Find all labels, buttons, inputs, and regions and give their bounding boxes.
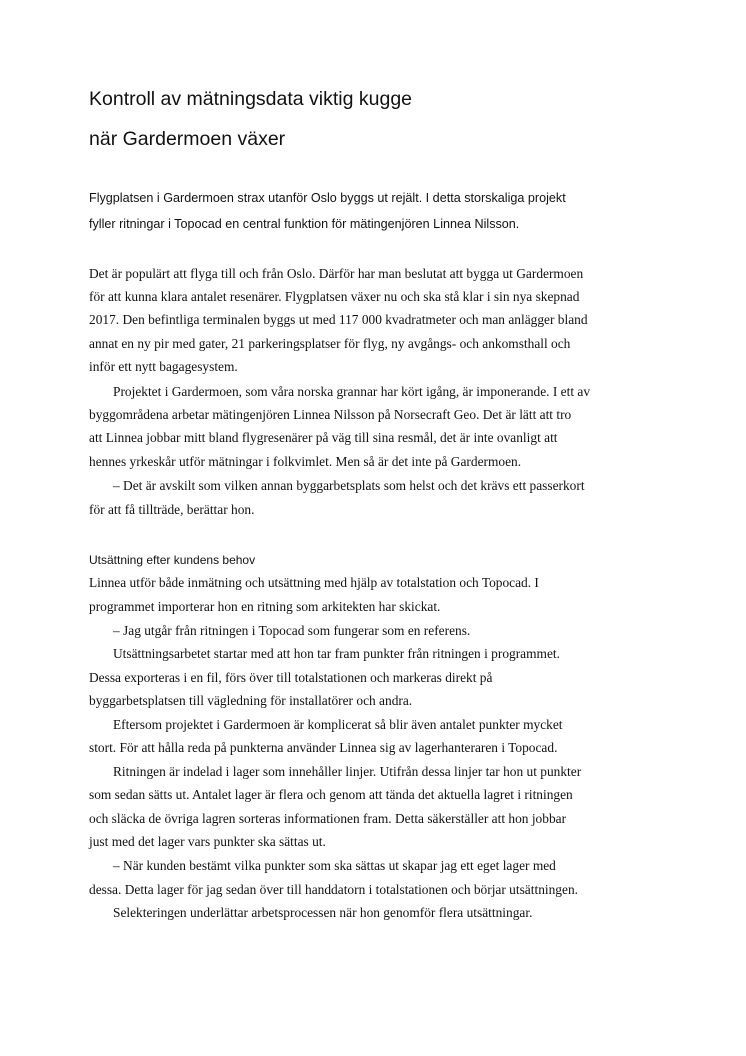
- section-subheading: Utsättning efter kundens behov: [89, 553, 256, 567]
- body-line: Ritningen är indelad i lager som innehåller linjer. Utifrån dessa linjer tar hon ut punkter: [113, 764, 582, 779]
- body-line: – Jag utgår från ritningen i Topocad som fungerar som en referens.: [113, 623, 471, 638]
- article-title-line-2: när Gardermoen växer: [89, 128, 286, 150]
- body-line: Dessa exporteras i en fil, förs över till totalstationen och markeras direkt på: [89, 670, 493, 685]
- body-line: inför ett nytt bagagesystem.: [89, 359, 238, 374]
- body-line: annat en ny pir med gater, 21 parkeringsplatser för flyg, ny avgångs- och ankomsthall och: [89, 336, 571, 351]
- body-line: byggarbetsplatsen till vägledning för installatörer och andra.: [89, 693, 413, 708]
- body-line: och släcka de övriga lagren sorteras informationen fram. Detta säkerställer att hon jobbar: [89, 811, 567, 826]
- body-line: för att få tillträde, berättar hon.: [89, 502, 255, 517]
- body-line: för att kunna klara antalet resenärer. Flygplatsen växer nu och ska stå klar i sin nya skepnad: [89, 289, 580, 304]
- lead-paragraph-line-2: fyller ritningar i Topocad en central funktion för mätingenjören Linnea Nilsson.: [89, 217, 520, 231]
- body-line: 2017. Den befintliga terminalen byggs ut med 117 000 kvadratmeter och man anlägger bland: [89, 312, 588, 327]
- body-line: Utsättningsarbetet startar med att hon tar fram punkter från ritningen i programmet.: [113, 646, 560, 661]
- body-line: som sedan sätts ut. Antalet lager är flera och genom att tända det aktuella lagret i ritningen: [89, 787, 573, 802]
- body-line: Selekteringen underlättar arbetsprocessen när hon genomför flera utsättningar.: [113, 905, 533, 920]
- body-line: byggområdena arbetar mätingenjören Linnea Nilsson på Norsecraft Geo. Det är lätt att tro: [89, 407, 572, 422]
- body-line: just med det lager vars punkter ska sättas ut.: [89, 834, 326, 849]
- lead-paragraph-line-1: Flygplatsen i Gardermoen strax utanför Oslo byggs ut rejält. I detta storskaliga projekt: [89, 191, 566, 205]
- body-line: stort. För att hålla reda på punkterna använder Linnea sig av lagerhanteraren i Topocad.: [89, 740, 558, 755]
- body-line: dessa. Detta lager för jag sedan över till handdatorn i totalstationen och börjar utsättningen.: [89, 882, 578, 897]
- article-title-line-1: Kontroll av mätningsdata viktig kugge: [89, 88, 413, 110]
- body-line: Det är populärt att flyga till och från Oslo. Därför har man beslutat att bygga ut Gardermoen: [89, 266, 584, 281]
- body-line: hennes yrkeskår utför mätningar i folkvimlet. Men så är det inte på Gardermoen.: [89, 454, 522, 469]
- body-line: att Linnea jobbar mitt bland flygresenärer på väg till sina resmål, det är inte ovanligt att: [89, 430, 558, 445]
- body-line: Linnea utför både inmätning och utsättning med hjälp av totalstation och Topocad. I: [89, 575, 539, 590]
- body-line: programmet importerar hon en ritning som arkitekten har skickat.: [89, 599, 441, 614]
- body-line: – När kunden bestämt vilka punkter som ska sättas ut skapar jag ett eget lager med: [113, 858, 556, 873]
- body-line: Eftersom projektet i Gardermoen är komplicerat så blir även antalet punkter mycket: [113, 717, 563, 732]
- body-line: – Det är avskilt som vilken annan byggarbetsplats som helst och det krävs ett passerkort: [113, 478, 585, 493]
- body-line: Projektet i Gardermoen, som våra norska grannar har kört igång, är imponerande. I ett av: [113, 384, 591, 399]
